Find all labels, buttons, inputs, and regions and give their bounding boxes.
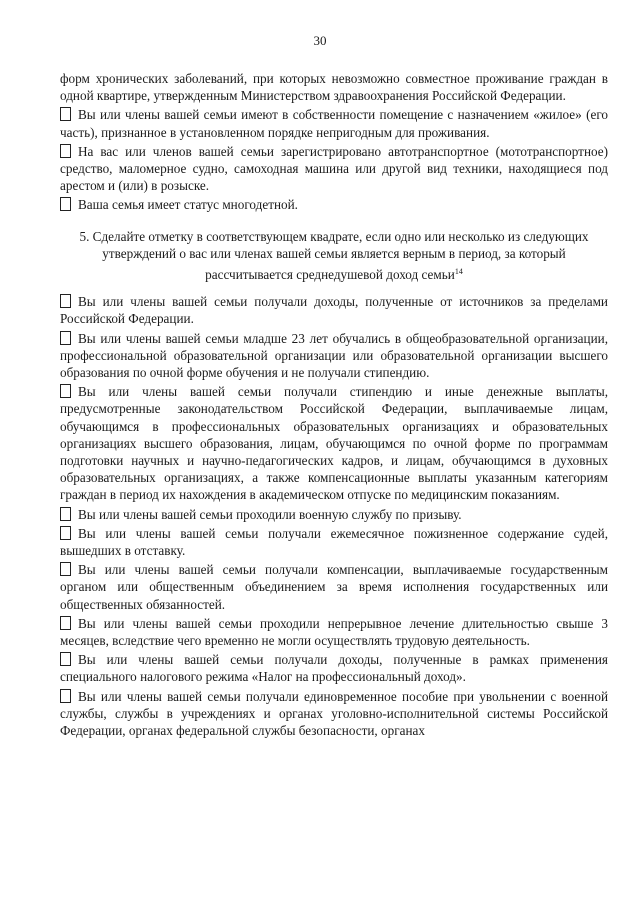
checkbox-label: Вы или члены вашей семьи получали доходы, полученные от источников за пределами Российской Федерации.	[60, 294, 608, 327]
document-body	[60, 70, 608, 739]
checkbox[interactable]	[60, 331, 71, 345]
checkbox-item-student-no-stipend	[60, 330, 608, 382]
checkbox[interactable]	[60, 562, 71, 576]
checkbox-item-retired-judges	[60, 525, 608, 559]
checkbox-label: Ваша семья имеет статус многодетной.	[78, 197, 298, 213]
section-heading	[60, 228, 608, 284]
checkbox-label: На вас или членов вашей семьи зарегистрировано автотранспортное (мототранспортное) средство, маломерное судно, самоходная машина или другой вид техники, находящиеся под арестом и (или) в розыске.	[60, 143, 608, 194]
checkbox-item-stipend	[60, 383, 608, 503]
section-heading-text: 5. Сделайте отметку в соответствующем квадрате, если одно или несколько из следующих утверждений о вас или членах вашей семьи является верным в период, за который рассчитывается среднедушевой доход семьи	[79, 228, 589, 282]
checkbox-label: Вы или члены вашей семьи получали компенсации, выплачиваемые государственным органом или общественным объединением за время исполнения государственных или общественных обязанностей.	[60, 562, 608, 612]
checkbox[interactable]	[60, 144, 71, 158]
checkbox-item-military-service	[60, 506, 608, 523]
checkbox[interactable]	[60, 197, 71, 211]
continuation-paragraph	[60, 70, 608, 104]
paragraph-text: форм хронических заболеваний, при которых невозможно совместное проживание граждан в одной квартире, утвержденным Министерством здравоохранения Российской Федерации.	[60, 71, 608, 104]
checkbox-item-compensation	[60, 561, 608, 613]
checkbox-item-severance	[60, 688, 608, 740]
checkbox-item-vehicle-arrest	[60, 143, 608, 195]
checkbox[interactable]	[60, 384, 71, 398]
checkbox[interactable]	[60, 689, 71, 703]
checkbox-item-foreign-income	[60, 293, 608, 327]
checkbox[interactable]	[60, 507, 71, 521]
checkbox-item-unfit-housing	[60, 106, 608, 140]
checkbox-label: Вы или члены вашей семьи младше 23 лет обучались в общеобразовательной организации, профессиональной образовательной организации или образовательной организации высшего образования по очной форме обучения и не получали стипендию.	[60, 330, 608, 380]
checkbox-label: Вы или члены вашей семьи получали ежемесячное пожизненное содержание судей, вышедших в отставку.	[60, 525, 608, 558]
page-number: 30	[313, 33, 327, 48]
checkbox-label: Вы или члены вашей семьи имеют в собственности помещение с назначением «жилое» (его часть), признанное в установленном порядке непригодным для проживания.	[60, 107, 608, 140]
checkbox[interactable]	[60, 526, 71, 540]
checkbox[interactable]	[60, 107, 71, 121]
checkbox-item-self-employed-tax	[60, 651, 608, 685]
checkbox[interactable]	[60, 652, 71, 666]
checkbox-label: Вы или члены вашей семьи проходили непрерывное лечение длительностью свыше 3 месяцев, вследствие чего временно не могли осуществлять трудовую деятельность.	[60, 615, 608, 648]
checkbox-label: Вы или члены вашей семьи проходили военную службу по призыву.	[78, 506, 462, 522]
checkbox[interactable]	[60, 294, 71, 308]
checkbox-label: Вы или члены вашей семьи получали стипендию и иные денежные выплаты, предусмотренные законодательством Российской Федерации, выплачиваемые лицам, обучающимся в профессиональных образовательных организациях и образовательных организациях высшего образования, лицам, обучающимся по очной форме по программам подготовки научных и научно-педагогических кадров, и лицам, обучающимся в духовных образовательных организациях, а также компенсационные выплаты указанным категориям граждан в период их нахождения в академическом отпуске по медицинским показаниям.	[60, 384, 608, 503]
checkbox-item-large-family	[60, 196, 608, 213]
footnote-marker: 14	[454, 266, 463, 276]
checkbox[interactable]	[60, 616, 71, 630]
checkbox-label: Вы или члены вашей семьи получали единовременное пособие при увольнении с военной службы, службы в учреждениях и органах уголовно-исполнительной системы Российской Федерации, органах федеральной службы безопасности, органах	[60, 688, 608, 738]
checkbox-label: Вы или члены вашей семьи получали доходы, полученные в рамках применения специального налогового режима «Налог на профессиональный доход».	[60, 652, 608, 685]
checkbox-item-medical-treatment	[60, 615, 608, 649]
